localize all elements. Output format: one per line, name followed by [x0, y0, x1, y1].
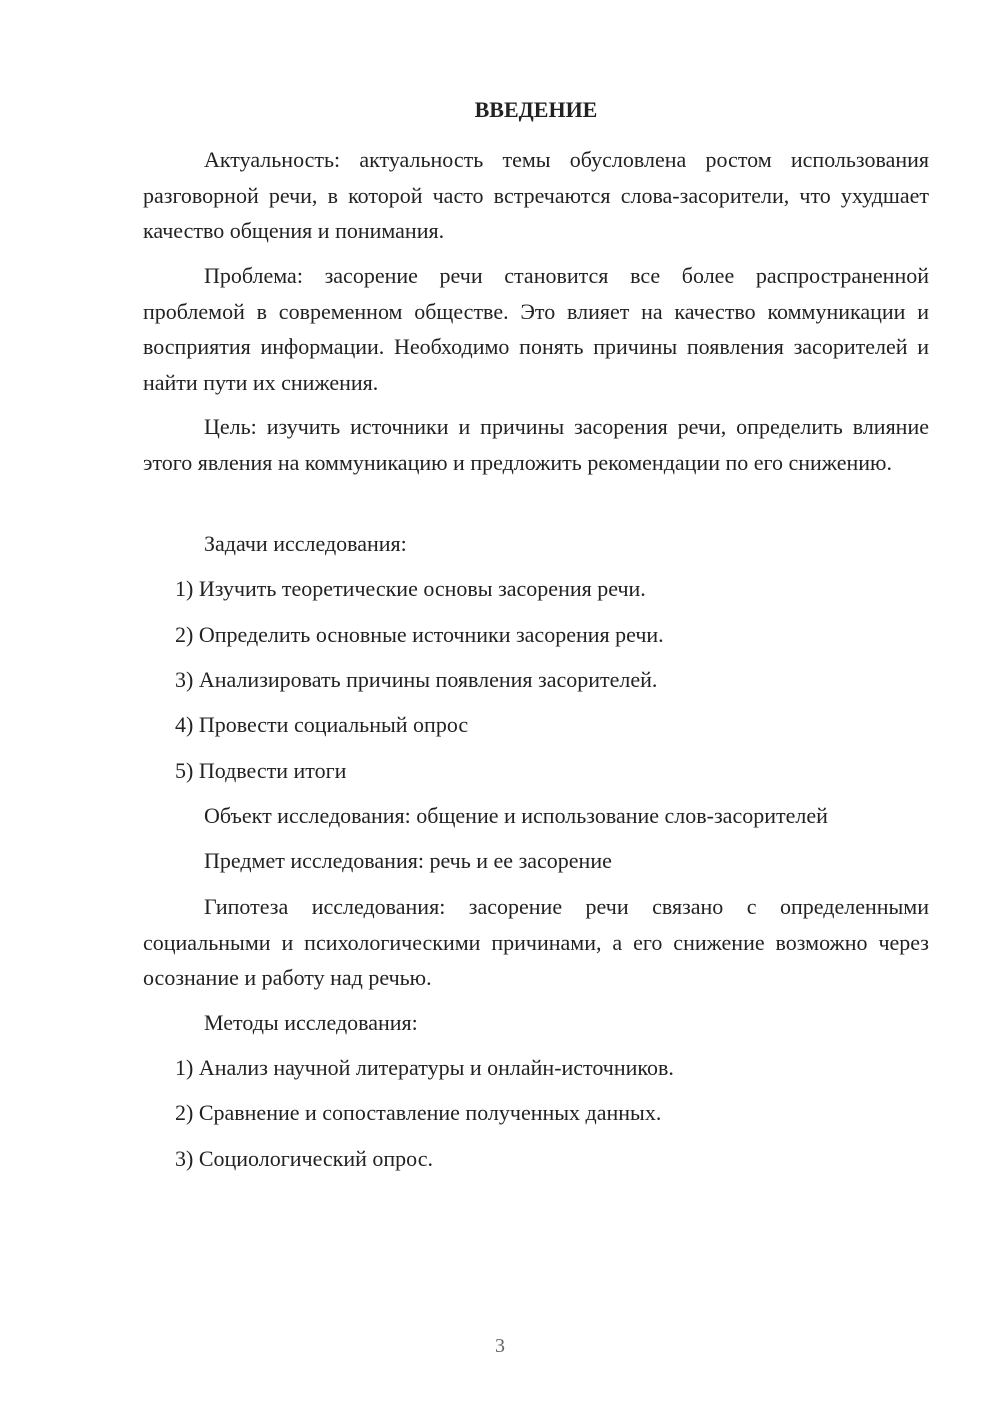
problem-paragraph: Проблема: засорение речи становится все более распространенной проблемой в современном обществе. Это влияет на качество коммуникации и восприятия информации. Необходимо понять причины появления засорителей и найти пути их снижения. — [143, 263, 929, 395]
tasks-heading: Задачи исследования: — [204, 531, 407, 556]
method-item-3: 3) Социологический опрос. — [175, 1146, 433, 1171]
page-title: ВВЕДЕНИЕ — [474, 97, 598, 122]
task-item-1: 1) Изучить теоретические основы засорения речи. — [175, 576, 646, 601]
task-item-5: 5) Подвести итоги — [175, 758, 347, 783]
object-line: Объект исследования: общение и использование слов-засорителей — [204, 803, 828, 828]
relevance-paragraph: Актуальность: актуальность темы обусловлена ростом использования разговорной речи, в которой часто встречаются слова-засорители, что ухудшает качество общения и понимания. — [143, 147, 929, 243]
method-item-2: 2) Сравнение и сопоставление полученных данных. — [175, 1100, 662, 1125]
goal-paragraph: Цель: изучить источники и причины засорения речи, определить влияние этого явления на коммуникацию и предложить рекомендации по его снижению. — [143, 414, 929, 475]
task-item-4: 4) Провести социальный опрос — [175, 712, 469, 737]
task-item-2: 2) Определить основные источники засорения речи. — [175, 622, 664, 647]
task-item-3: 3) Анализировать причины появления засорителей. — [175, 667, 658, 692]
subject-line: Предмет исследования: речь и ее засорение — [204, 848, 612, 873]
page-number: 3 — [495, 1335, 505, 1357]
method-item-1: 1) Анализ научной литературы и онлайн-источников. — [175, 1055, 674, 1080]
methods-heading: Методы исследования: — [204, 1010, 418, 1035]
hypothesis-paragraph: Гипотеза исследования: засорение речи связано с определенными социальными и психологическими причинами, а его снижение возможно через осознание и работу над речью. — [143, 894, 929, 990]
